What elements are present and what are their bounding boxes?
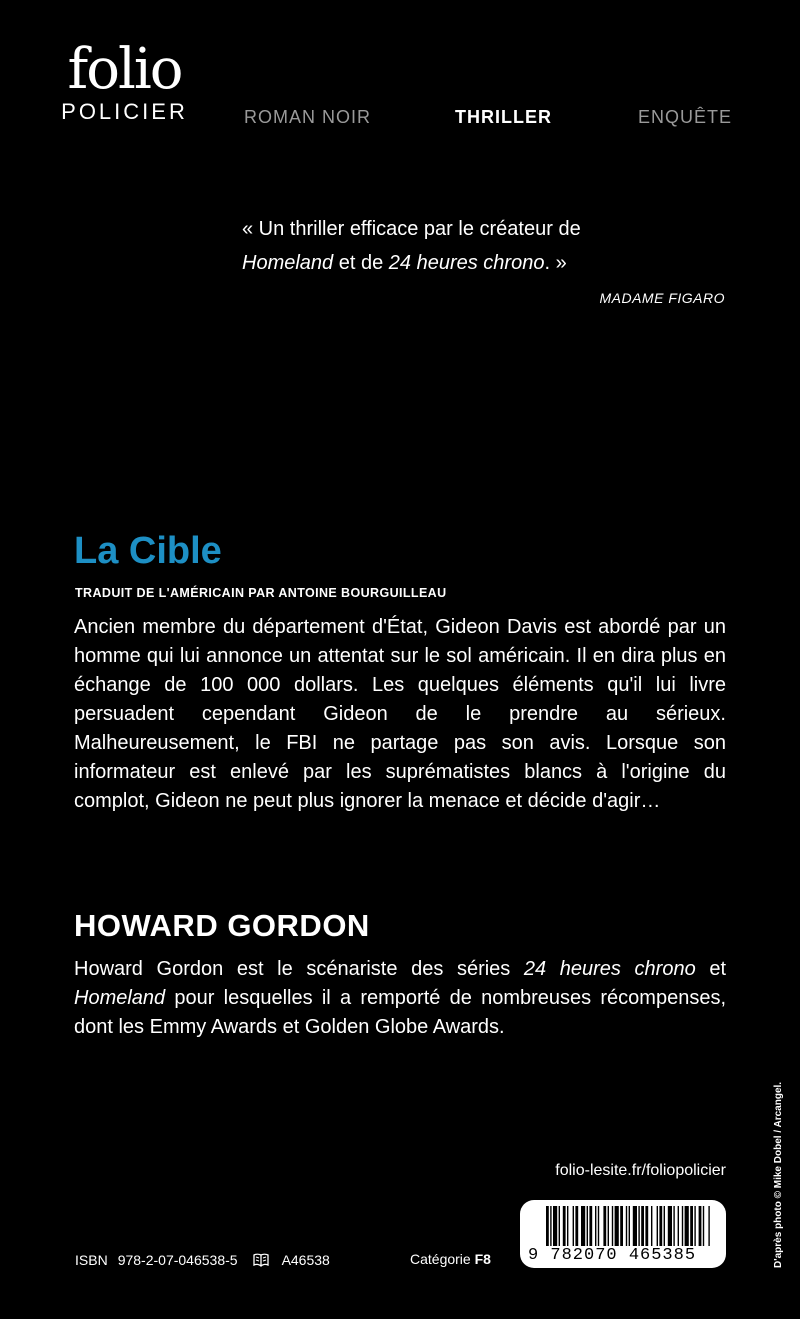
barcode-bar <box>567 1206 568 1246</box>
barcode-bar <box>633 1206 637 1246</box>
quote-open: « Un thriller efficace par le créateur de <box>242 218 581 240</box>
barcode-bar <box>559 1206 560 1246</box>
barcode-bar <box>587 1206 588 1246</box>
barcode <box>520 1200 726 1268</box>
bio-text-1: Howard Gordon est le scénariste des séries <box>74 958 524 980</box>
author-bio <box>74 955 726 1042</box>
barcode-bar <box>664 1206 665 1246</box>
barcode-bar <box>575 1206 578 1246</box>
barcode-bar <box>641 1206 644 1246</box>
genre-roman-noir: ROMAN NOIR <box>244 107 371 127</box>
quote-mid: et de <box>333 252 389 274</box>
logo-brand: folio <box>67 37 182 102</box>
barcode-bar <box>550 1206 551 1246</box>
isbn-row <box>75 1251 330 1269</box>
barcode-bar <box>690 1206 693 1246</box>
barcode-bar <box>659 1206 662 1246</box>
barcode-bar <box>620 1206 623 1246</box>
barcode-bar <box>682 1206 683 1246</box>
barcode-bar <box>685 1206 689 1246</box>
barcode-bar <box>563 1206 566 1246</box>
barcode-bar <box>603 1206 606 1246</box>
barcode-bar <box>581 1206 585 1246</box>
barcode-bars <box>520 1200 726 1248</box>
website-url[interactable]: folio-lesite.fr/foliopolicier <box>555 1162 726 1179</box>
barcode-bar <box>615 1206 619 1246</box>
barcode-bar <box>595 1206 596 1246</box>
barcode-bar <box>703 1206 704 1246</box>
barcode-digits: 9 782070 465385 <box>528 1246 697 1265</box>
barcode-bar <box>651 1206 652 1246</box>
category <box>410 1251 491 1267</box>
barcode-bar <box>708 1206 709 1246</box>
logo-collection: POLICIER <box>61 99 188 124</box>
bio-text-2: et <box>695 958 726 980</box>
barcode-bar <box>629 1206 630 1246</box>
quote-show-homeland: Homeland <box>242 252 334 274</box>
quote-close: . » <box>544 252 567 274</box>
barcode-bar <box>608 1206 609 1246</box>
open-book-icon <box>252 1251 270 1269</box>
author-name: HOWARD GORDON <box>74 908 370 943</box>
genre-thriller: THRILLER <box>455 107 552 127</box>
internal-code: A46538 <box>281 1252 330 1268</box>
bio-show-24h: 24 heures chrono <box>523 958 696 980</box>
barcode-bar <box>657 1206 658 1246</box>
barcode-bar <box>668 1206 672 1246</box>
book-summary: Ancien membre du département d'État, Gideon Davis est abordé par un homme qui lui annonce un attentat sur le sol américain. Il en dira plus en échange de 100 000 dollars. Les quelques éléments qu'il lui livre persuadent cependant Gideon de le prendre au sérieux. Malheureusement, le FBI ne partage pas son avis. Lorsque son informateur est enlevé par les suprématistes blancs à l'origine du complot, Gideon ne peut plus ignorer la menace et décide d'agir… <box>74 616 726 812</box>
barcode-bar <box>589 1206 592 1246</box>
barcode-bar <box>546 1206 549 1246</box>
press-quote <box>242 212 732 280</box>
category-value: F8 <box>474 1251 491 1267</box>
barcode-bar <box>612 1206 613 1246</box>
barcode-bar <box>638 1206 639 1246</box>
isbn-number: 978-2-07-046538-5 <box>117 1252 238 1268</box>
barcode-bar <box>673 1206 674 1246</box>
book-title: La Cible <box>74 530 222 572</box>
barcode-bar <box>553 1206 557 1246</box>
translator-credit: TRADUIT DE L'AMÉRICAIN PAR ANTOINE BOURGUILLEAU <box>75 586 447 600</box>
folio-policier-logo <box>52 37 197 124</box>
barcode-bar <box>645 1206 648 1246</box>
bio-text-3: pour lesquelles il a remporté de nombreuses récompenses, dont les Emmy Awards et Golden Globe Awards. <box>74 987 726 1038</box>
genre-enquete: ENQUÊTE <box>638 107 733 127</box>
barcode-bar <box>598 1206 599 1246</box>
barcode-bar <box>626 1206 627 1246</box>
barcode-bar <box>694 1206 695 1246</box>
barcode-bar <box>573 1206 574 1246</box>
bio-show-homeland: Homeland <box>74 987 166 1009</box>
barcode-bar <box>699 1206 702 1246</box>
quote-show-24h: 24 heures chrono <box>388 252 545 274</box>
photo-credit: D'après photo © Mike Dobel / Arcangel. <box>773 1081 784 1268</box>
isbn-label: ISBN <box>75 1252 108 1268</box>
barcode-bar <box>678 1206 679 1246</box>
quote-source: MADAME FIGARO <box>599 290 725 306</box>
category-label: Catégorie <box>410 1251 471 1267</box>
